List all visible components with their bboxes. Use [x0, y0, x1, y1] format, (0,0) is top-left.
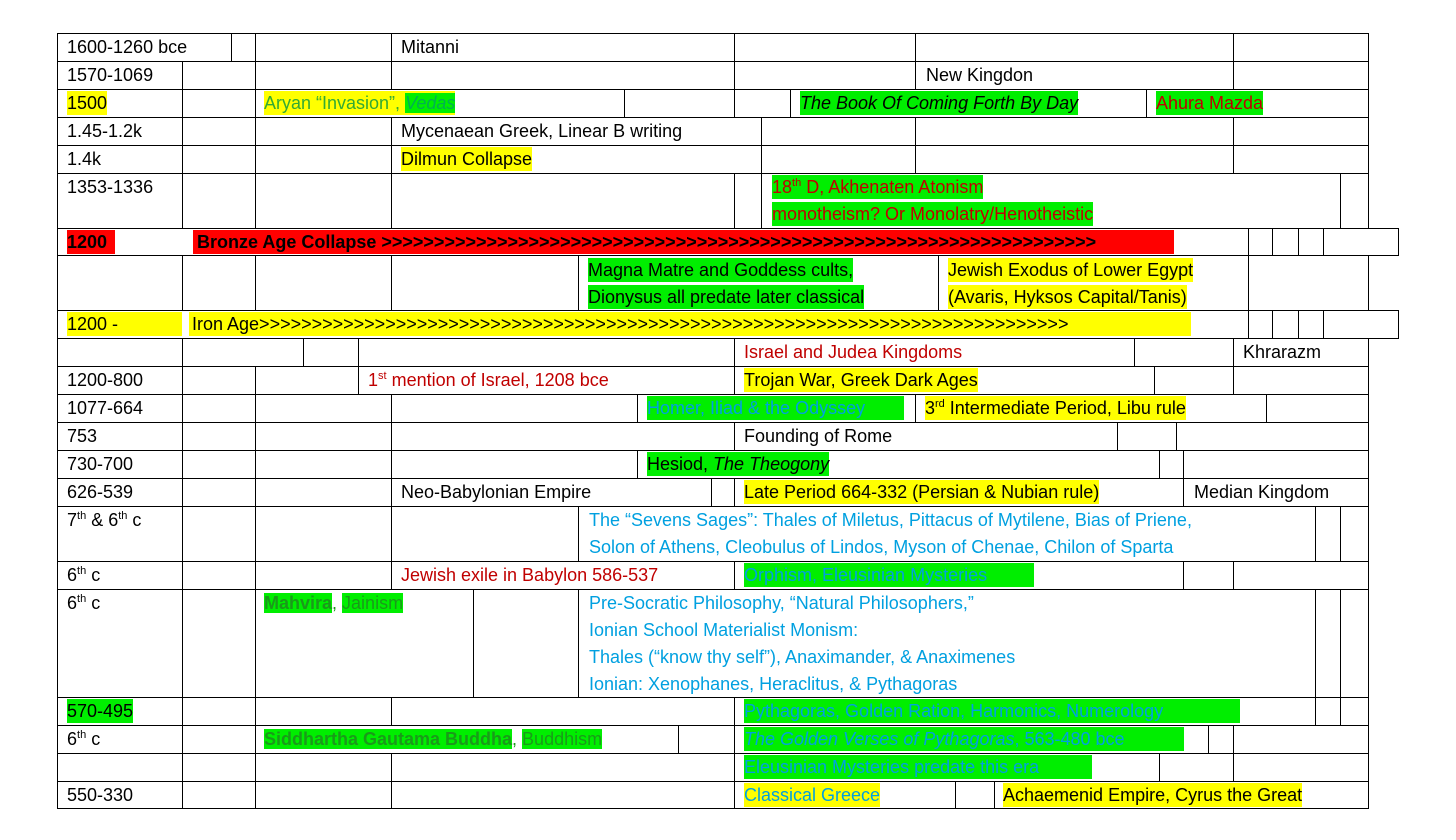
col-border: [734, 422, 735, 451]
event-text: 1: [368, 370, 379, 390]
date-cell: 730-700: [67, 454, 134, 474]
col-border: [915, 33, 916, 62]
col-border: [255, 33, 256, 62]
col-border: [734, 781, 735, 809]
row-border: [57, 753, 1369, 754]
event-text: Siddhartha Gautama Buddha: [264, 729, 513, 749]
date-cell: 1500: [67, 93, 108, 113]
col-border: [1398, 310, 1399, 339]
date-cell: 1200: [67, 230, 115, 254]
date-text: th: [77, 729, 87, 741]
col-border: [255, 61, 256, 90]
event-cell: Khrarazm: [1243, 342, 1322, 362]
row-border: [57, 478, 1369, 479]
col-border: [255, 394, 256, 423]
col-border: [1323, 310, 1324, 339]
event-cell: [647, 452, 829, 476]
col-border: [734, 478, 735, 507]
col-border: [734, 561, 735, 590]
date-text: th: [77, 565, 87, 577]
col-border: [255, 697, 256, 726]
col-border: [734, 697, 735, 726]
col-border: [994, 781, 995, 809]
col-border: [1340, 506, 1341, 562]
col-border: [637, 450, 638, 479]
col-border: [938, 255, 939, 311]
event-cell: [925, 396, 1186, 420]
col-border: [1298, 310, 1299, 339]
row-border: [57, 450, 1369, 451]
col-border: [391, 117, 392, 146]
col-border: [391, 561, 392, 590]
col-border: [391, 450, 392, 479]
event-text: ,: [332, 593, 343, 613]
event-text: st: [378, 370, 387, 382]
col-border: [915, 145, 916, 174]
col-border: [1154, 366, 1155, 395]
event-text: th: [792, 177, 802, 189]
event-text: Buddhism: [522, 729, 603, 749]
event-cell: Mitanni: [401, 37, 460, 57]
col-border: [734, 338, 735, 367]
event-cell: Achaemenid Empire, Cyrus the Great: [1003, 785, 1303, 805]
row-border: [57, 310, 1399, 311]
event-cell: Trojan War, Greek Dark Ages: [744, 370, 978, 390]
date-cell: [67, 508, 141, 532]
col-border: [1266, 394, 1267, 423]
event-text: Mahvira: [264, 593, 333, 613]
date-cell: 1.4k: [67, 149, 102, 169]
row-border: [57, 89, 1369, 90]
col-border: [255, 506, 256, 562]
col-border: [391, 753, 392, 782]
col-border: [255, 255, 256, 311]
date-cell: 1600-1260 bce: [67, 37, 188, 57]
event-cell: monotheism? Or Monolatry/Henotheistic: [772, 204, 1094, 224]
col-border: [255, 725, 256, 754]
date-cell: 1200 -: [67, 312, 182, 336]
event-cell: Iron Age>>>>>>>>>>>>>>>>>>>>>>>>>>>>>>>>>>>>>>>>>>>>>>>>>>>>>>>>>>>>>>>>>>>>>>>>>>>>>: [189, 312, 1191, 336]
event-text: Aryan “Invasion”,: [264, 93, 406, 113]
col-border: [255, 561, 256, 590]
col-border: [391, 255, 392, 311]
col-border: [182, 255, 183, 311]
col-border: [915, 117, 916, 146]
col-border: [1233, 366, 1234, 395]
col-border: [1248, 255, 1249, 311]
col-border: [678, 725, 679, 754]
row-border: [57, 725, 1369, 726]
col-border: [1233, 145, 1234, 174]
event-text: , 563-480 bce: [1014, 729, 1125, 749]
event-cell: Magna Matre and Goddess cults,: [588, 260, 854, 280]
col-border: [761, 145, 762, 174]
col-border: [1340, 697, 1341, 726]
col-border: [1183, 478, 1184, 507]
event-cell: Neo-Babylonian Empire: [401, 482, 592, 502]
event-cell: Ionian: Xenophanes, Heraclitus, & Pythagoras: [589, 674, 958, 694]
col-border: [473, 589, 474, 698]
col-border: [637, 394, 638, 423]
col-border: [1117, 422, 1118, 451]
event-cell: Orphism, Eleusinian Mysteries: [744, 563, 1034, 587]
col-border: [761, 117, 762, 146]
col-border: [1272, 310, 1273, 339]
col-border: [955, 781, 956, 809]
col-border: [1233, 561, 1234, 590]
event-cell: [368, 368, 609, 392]
row-border: [57, 808, 1369, 809]
date-text: c: [86, 593, 101, 613]
col-border: [1315, 506, 1316, 562]
col-border: [761, 173, 762, 229]
col-border: [255, 589, 256, 698]
event-cell: (Avaris, Hyksos Capital/Tanis): [948, 287, 1187, 307]
col-border: [1248, 310, 1249, 339]
col-border: [1208, 725, 1209, 754]
date-text: & 6: [86, 510, 119, 530]
col-border: [182, 338, 183, 809]
col-border: [624, 89, 625, 118]
event-cell: [264, 91, 455, 115]
row-border: [57, 561, 1369, 562]
col-border: [790, 89, 791, 118]
row-border: [57, 33, 1369, 34]
col-border: [303, 338, 304, 367]
event-text: The Theogony: [713, 454, 830, 474]
date-cell: [67, 563, 100, 587]
col-border: [1233, 753, 1234, 782]
col-border: [1233, 725, 1234, 754]
date-cell: 570-495: [67, 701, 134, 721]
col-border: [1233, 338, 1234, 367]
col-border: [1183, 450, 1184, 479]
col-border: [1159, 753, 1160, 782]
col-border: [1272, 228, 1273, 256]
event-cell: Jewish Exodus of Lower Egypt: [948, 260, 1194, 280]
row-border: [57, 394, 1369, 395]
row-border: [57, 366, 1369, 367]
col-border: [358, 366, 359, 395]
event-cell: Classical Greece: [744, 785, 881, 805]
event-cell: Homer, Iliad & the Odyssey: [647, 396, 904, 420]
date-text: 6: [67, 593, 78, 613]
date-cell: 626-539: [67, 482, 134, 502]
date-text: th: [118, 510, 128, 522]
event-text: The Golden Verses of Pythagoras: [744, 729, 1015, 749]
col-border: [1368, 338, 1369, 809]
event-cell: New Kingdon: [926, 65, 1034, 85]
col-border: [1233, 61, 1234, 90]
row-border: [57, 173, 1369, 174]
col-border: [1368, 255, 1369, 311]
col-border: [391, 173, 392, 229]
col-border: [1398, 228, 1399, 256]
row-border: [57, 589, 1369, 590]
event-text: Intermediate Period, Libu rule: [944, 398, 1186, 418]
col-border: [1183, 561, 1184, 590]
date-cell: 1077-664: [67, 398, 144, 418]
date-cell: [67, 727, 100, 751]
date-cell: 550-330: [67, 785, 134, 805]
col-border: [915, 61, 916, 90]
col-border: [578, 506, 579, 562]
col-border: [734, 89, 735, 118]
date-text: c: [86, 565, 101, 585]
col-border: [255, 422, 256, 451]
event-text: 3: [925, 398, 936, 418]
col-border: [391, 781, 392, 809]
col-border: [1248, 228, 1249, 256]
date-text: th: [77, 510, 87, 522]
event-text: Vedas: [405, 93, 456, 113]
event-cell: Israel and Judea Kingdoms: [744, 342, 963, 362]
event-text: 18: [772, 177, 793, 197]
event-cell: Pythagoras, Golden Ration, Harmonics, Numerology: [744, 699, 1240, 723]
col-border: [255, 89, 256, 118]
event-text: Jainism: [342, 593, 404, 613]
col-border: [1323, 228, 1324, 256]
col-border: [391, 33, 392, 62]
col-border: [255, 145, 256, 174]
event-cell: Bronze Age Collapse >>>>>>>>>>>>>>>>>>>>>>>>>>>>>>>>>>>>>>>>>>>>>>>>>>>>>>>>>>>>>>>>>>>>: [193, 230, 1174, 254]
row-border: [57, 145, 1369, 146]
date-text: 6: [67, 729, 78, 749]
event-cell: Pre-Socratic Philosophy, “Natural Philosophers,”: [589, 593, 974, 613]
col-border: [734, 753, 735, 782]
col-border: [391, 697, 392, 726]
date-cell: 1.45-1.2k: [67, 121, 143, 141]
event-cell: Solon of Athens, Cleobulus of Lindos, Myson of Chenae, Chilon of Sparta: [589, 537, 1174, 557]
col-border: [578, 589, 579, 698]
col-border: [734, 366, 735, 395]
date-text: 6: [67, 565, 78, 585]
event-cell: [264, 591, 403, 615]
date-cell: [67, 591, 100, 615]
col-border: [391, 506, 392, 562]
event-cell: [744, 727, 1184, 751]
col-border: [1298, 228, 1299, 256]
col-border: [255, 173, 256, 229]
event-text: mention of Israel, 1208 bce: [386, 370, 609, 390]
col-border: [711, 478, 712, 507]
col-border: [1233, 33, 1234, 62]
col-border: [1233, 117, 1234, 146]
event-cell: Mycenaean Greek, Linear B writing: [401, 121, 683, 141]
col-border: [578, 255, 579, 311]
col-border: [734, 173, 735, 229]
event-cell: Thales (“know thy self”), Anaximander, & Anaximenes: [589, 647, 1016, 667]
event-cell: The Book Of Coming Forth By Day: [800, 93, 1079, 113]
row-border: [57, 422, 1369, 423]
event-text: rd: [935, 398, 945, 410]
event-cell: Jewish exile in Babylon 586-537: [401, 565, 659, 585]
col-border: [391, 145, 392, 174]
col-border: [1340, 173, 1341, 229]
event-cell: Ahura Mazda: [1156, 93, 1264, 113]
col-border: [1315, 697, 1316, 726]
col-border: [915, 394, 916, 423]
event-cell: Dilmun Collapse: [401, 149, 533, 169]
event-cell: Dionysus all predate later classical: [588, 287, 865, 307]
col-border: [255, 450, 256, 479]
event-cell: Ionian School Materialist Monism:: [589, 620, 859, 640]
col-border: [255, 753, 256, 782]
col-border: [1368, 33, 1369, 229]
col-border: [734, 61, 735, 90]
col-border: [391, 394, 392, 423]
col-border: [1134, 338, 1135, 367]
col-border: [1315, 589, 1316, 698]
col-border: [255, 781, 256, 809]
col-border: [734, 33, 735, 62]
event-cell: The “Sevens Sages”: Thales of Miletus, Pittacus of Mytilene, Bias of Priene,: [589, 510, 1192, 530]
date-cell: 1353-1336: [67, 177, 154, 197]
event-cell: Eleusinian Mysteries predate this era: [744, 755, 1092, 779]
col-border: [255, 366, 256, 395]
col-border: [1159, 450, 1160, 479]
col-border: [57, 33, 58, 809]
col-border: [734, 725, 735, 754]
date-cell: 753: [67, 426, 98, 446]
event-cell: Founding of Rome: [744, 426, 893, 446]
event-cell: Median Kingdom: [1194, 482, 1330, 502]
date-cell: 1200-800: [67, 370, 144, 390]
event-cell: Late Period 664-332 (Persian & Nubian rule): [744, 482, 1100, 502]
row-border: [57, 117, 1369, 118]
col-border: [1340, 589, 1341, 698]
event-text: ,: [512, 729, 523, 749]
date-text: th: [77, 593, 87, 605]
col-border: [231, 33, 232, 62]
row-border: [57, 61, 1369, 62]
event-text: D, Akhenaten Atonism: [801, 177, 984, 197]
date-text: c: [127, 510, 142, 530]
date-text: 7: [67, 510, 78, 530]
row-border: [57, 506, 1369, 507]
col-border: [391, 478, 392, 507]
row-border: [57, 338, 1399, 339]
col-border: [358, 338, 359, 367]
event-cell: [264, 727, 602, 751]
date-cell: 1570-1069: [67, 65, 154, 85]
col-border: [182, 61, 183, 229]
col-border: [255, 117, 256, 146]
event-text: Hesiod,: [647, 454, 714, 474]
col-border: [1176, 422, 1177, 451]
col-border: [391, 422, 392, 451]
col-border: [255, 478, 256, 507]
row-border: [57, 697, 1369, 698]
col-border: [1146, 89, 1147, 118]
row-border: [57, 255, 1399, 256]
col-border: [391, 61, 392, 90]
event-cell: [772, 175, 983, 199]
row-border: [57, 781, 1369, 782]
date-text: c: [86, 729, 101, 749]
row-border: [57, 228, 1399, 229]
